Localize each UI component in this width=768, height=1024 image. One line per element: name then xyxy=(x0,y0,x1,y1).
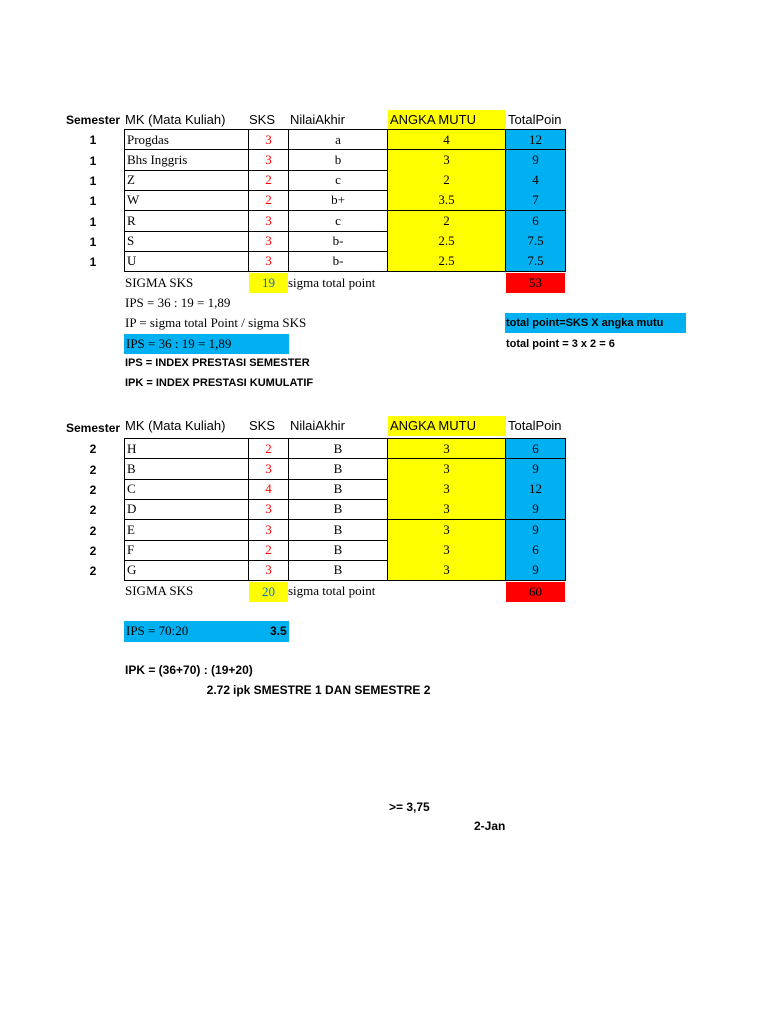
t2-nilai[interactable]: B xyxy=(288,479,388,500)
t1-sks[interactable]: 3 xyxy=(248,129,289,150)
t2-header-sks: SKS xyxy=(249,418,276,433)
t1-header-nilai: NilaiAkhir xyxy=(290,112,345,127)
t1-sem: 1 xyxy=(89,235,97,249)
t2-angka[interactable]: 3 xyxy=(387,520,506,541)
t1-header-sks: SKS xyxy=(249,112,276,127)
t2-nilai[interactable]: B xyxy=(288,520,388,541)
t2-angka[interactable]: 3 xyxy=(387,479,506,500)
t1-header-semester: Semester xyxy=(66,113,121,127)
t2-sks[interactable]: 3 xyxy=(248,560,289,581)
t1-ips-highlight[interactable]: IPS = 36 : 19 = 1,89 xyxy=(124,334,289,354)
t2-total[interactable]: 9 xyxy=(505,459,566,480)
t2-total[interactable]: 6 xyxy=(505,438,566,459)
t1-angka[interactable]: 2.5 xyxy=(387,251,506,272)
t1-mk[interactable]: S xyxy=(124,231,249,252)
t1-angka[interactable]: 2 xyxy=(387,170,506,191)
t2-mk[interactable]: H xyxy=(124,438,249,459)
t1-sem: 1 xyxy=(89,133,97,147)
note-total-point-example: total point = 3 x 2 = 6 xyxy=(506,338,615,350)
t1-mk[interactable]: W xyxy=(124,190,249,211)
t2-angka[interactable]: 3 xyxy=(387,560,506,581)
t1-angka[interactable]: 4 xyxy=(387,129,506,150)
t1-nilai[interactable]: b- xyxy=(288,251,388,272)
t1-total[interactable]: 7 xyxy=(505,190,566,211)
t2-sem: 2 xyxy=(89,524,97,538)
t2-sem: 2 xyxy=(89,483,97,497)
ipk-result-label: ipk SMESTRE 1 DAN SEMESTRE 2 xyxy=(233,683,431,697)
t1-header-angka: ANGKA MUTU xyxy=(388,110,506,130)
t1-mk[interactable]: Bhs Inggris xyxy=(124,150,249,171)
t1-sks[interactable]: 3 xyxy=(248,251,289,272)
t1-mk[interactable]: Progdas xyxy=(124,129,249,150)
t1-total[interactable]: 6 xyxy=(505,211,566,232)
ipk-formula: IPK = (36+70) : (19+20) xyxy=(125,663,253,677)
t2-total[interactable]: 9 xyxy=(505,499,566,520)
t2-sem: 2 xyxy=(89,442,97,456)
t1-sks[interactable]: 2 xyxy=(248,170,289,191)
t1-ips-definition: IPS = INDEX PRESTASI SEMESTER xyxy=(125,357,310,369)
t2-sigma-sks-label: SIGMA SKS xyxy=(125,583,194,598)
t1-sigma-sks-value[interactable]: 19 xyxy=(249,273,288,293)
t2-sks[interactable]: 3 xyxy=(248,499,289,520)
t2-sem: 2 xyxy=(89,544,97,558)
ipk-result-value: 2.72 xyxy=(206,683,230,697)
t1-angka[interactable]: 3 xyxy=(387,150,506,171)
t1-sks[interactable]: 2 xyxy=(248,190,289,211)
t2-mk[interactable]: C xyxy=(124,479,249,500)
t1-total[interactable]: 12 xyxy=(505,129,566,150)
t2-nilai[interactable]: B xyxy=(288,438,388,459)
t1-mk[interactable]: Z xyxy=(124,170,249,191)
t2-total[interactable]: 9 xyxy=(505,560,566,581)
t1-nilai[interactable]: a xyxy=(288,129,388,150)
note-total-point-formula[interactable]: total point=SKS X angka mutu xyxy=(505,313,686,333)
t1-ip-formula: IP = sigma total Point / sigma SKS xyxy=(125,315,307,330)
t2-ips-value: 3.5 xyxy=(270,624,287,638)
t1-nilai[interactable]: c xyxy=(288,211,388,232)
t2-sks[interactable]: 3 xyxy=(248,520,289,541)
t1-sem: 1 xyxy=(89,215,97,229)
t1-sem: 1 xyxy=(89,194,97,208)
t1-sigma-sks-label: SIGMA SKS xyxy=(125,275,194,290)
t2-total[interactable]: 9 xyxy=(505,520,566,541)
t2-nilai[interactable]: B xyxy=(288,540,388,561)
t2-sks[interactable]: 4 xyxy=(248,479,289,500)
t2-mk[interactable]: G xyxy=(124,560,249,581)
t1-total[interactable]: 7.5 xyxy=(505,251,566,272)
t1-sks[interactable]: 3 xyxy=(248,150,289,171)
t2-angka[interactable]: 3 xyxy=(387,499,506,520)
t2-total[interactable]: 12 xyxy=(505,479,566,500)
t1-total[interactable]: 7.5 xyxy=(505,231,566,252)
t1-angka[interactable]: 2.5 xyxy=(387,231,506,252)
t2-sks[interactable]: 3 xyxy=(248,459,289,480)
t2-header-total: TotalPoin xyxy=(508,418,562,433)
threshold-text: >= 3,75 xyxy=(389,800,430,814)
t2-header-mk: MK (Mata Kuliah) xyxy=(125,418,226,433)
t2-angka[interactable]: 3 xyxy=(387,540,506,561)
t1-sigma-total-label: sigma total point xyxy=(288,275,376,290)
t2-angka[interactable]: 3 xyxy=(387,459,506,480)
t1-sem: 1 xyxy=(89,154,97,168)
t2-ips-highlight-bar[interactable] xyxy=(124,621,289,642)
t1-header-total: TotalPoin xyxy=(508,112,562,127)
t2-angka[interactable]: 3 xyxy=(387,438,506,459)
t1-nilai[interactable]: c xyxy=(288,170,388,191)
t2-sigma-sks-value[interactable]: 20 xyxy=(249,582,288,602)
t2-sks[interactable]: 2 xyxy=(248,438,289,459)
t1-mk[interactable]: U xyxy=(124,251,249,272)
t1-ips-line: IPS = 36 : 19 = 1,89 xyxy=(125,295,231,310)
t2-sem: 2 xyxy=(89,463,97,477)
t1-sigma-total-value[interactable]: 53 xyxy=(506,273,565,293)
t2-header-semester: Semester xyxy=(66,421,121,435)
t2-total[interactable]: 6 xyxy=(505,540,566,561)
t1-header-mk: MK (Mata Kuliah) xyxy=(125,112,226,127)
t1-mk[interactable]: R xyxy=(124,211,249,232)
t2-ips-highlight: IPS = 70:20 xyxy=(126,623,189,638)
t1-nilai[interactable]: b- xyxy=(288,231,388,252)
t1-angka[interactable]: 2 xyxy=(387,211,506,232)
t1-sks[interactable]: 3 xyxy=(248,231,289,252)
t2-mk[interactable]: F xyxy=(124,540,249,561)
t1-sem: 1 xyxy=(89,255,97,269)
t2-sigma-total-value[interactable]: 60 xyxy=(506,582,565,602)
t1-total[interactable]: 9 xyxy=(505,150,566,171)
t2-sem: 2 xyxy=(89,564,97,578)
t2-sem: 2 xyxy=(89,503,97,517)
t2-sks[interactable]: 2 xyxy=(248,540,289,561)
t2-sigma-total-label: sigma total point xyxy=(288,583,376,598)
t2-header-nilai: NilaiAkhir xyxy=(290,418,345,433)
t1-nilai[interactable]: b xyxy=(288,150,388,171)
t1-sks[interactable]: 3 xyxy=(248,211,289,232)
t1-total[interactable]: 4 xyxy=(505,170,566,191)
t2-nilai[interactable]: B xyxy=(288,560,388,581)
t1-angka[interactable]: 3.5 xyxy=(387,190,506,211)
t2-mk[interactable]: B xyxy=(124,459,249,480)
t2-nilai[interactable]: B xyxy=(288,499,388,520)
t2-mk[interactable]: E xyxy=(124,520,249,541)
t2-nilai[interactable]: B xyxy=(288,459,388,480)
t1-ipk-definition: IPK = INDEX PRESTASI KUMULATIF xyxy=(125,377,314,389)
date-cell: 2-Jan xyxy=(474,819,506,833)
t2-mk[interactable]: D xyxy=(124,499,249,520)
t1-sem: 1 xyxy=(89,174,97,188)
t1-nilai[interactable]: b+ xyxy=(288,190,388,211)
t2-header-angka: ANGKA MUTU xyxy=(388,416,506,436)
